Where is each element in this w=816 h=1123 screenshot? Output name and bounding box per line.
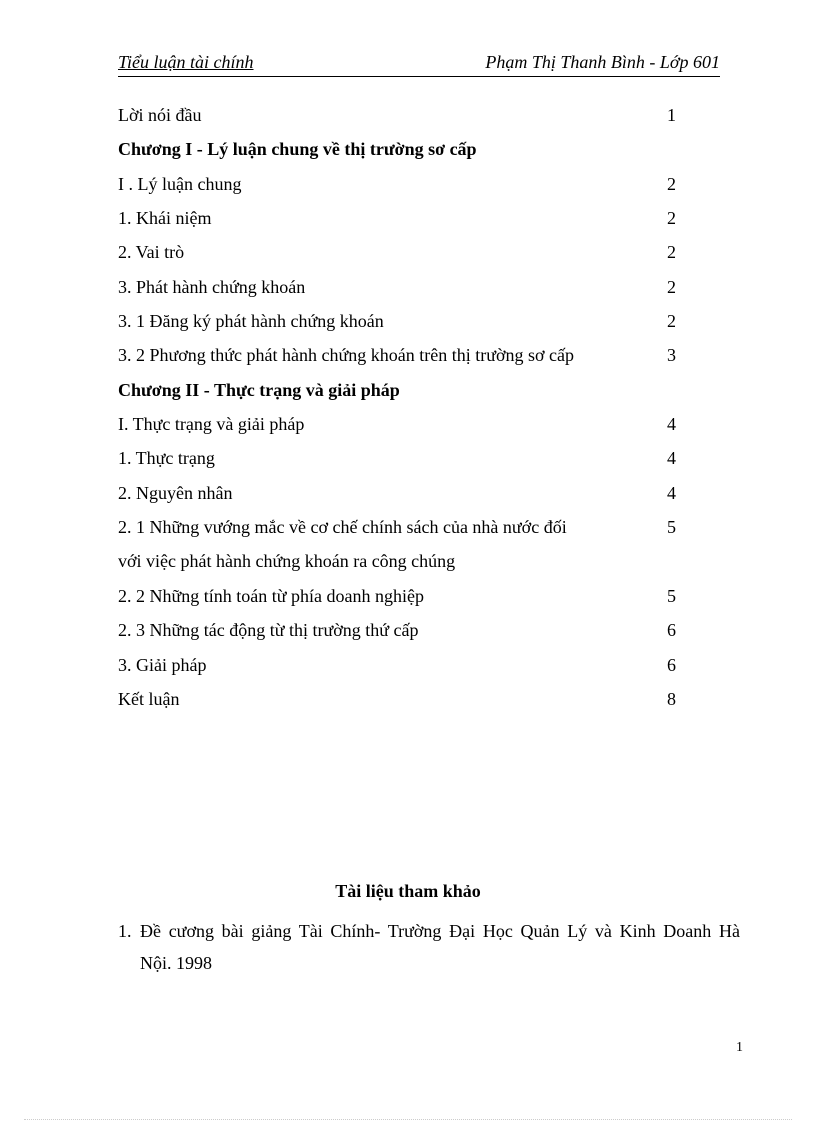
toc-entry-label: 2. 2 Những tính toán từ phía doanh nghiệp [118,585,424,606]
toc-entry-page: 8 [667,688,676,709]
toc-entry [118,412,680,446]
toc-entry [118,275,680,309]
toc-entry-page: 4 [667,414,676,435]
toc-entry [118,343,680,377]
toc-entry-page: 2 [667,173,676,194]
toc-entry-label: 1. Thực trạng [118,448,215,469]
toc-entry-page: 6 [667,654,676,675]
toc-entry-label: Kết luận [118,688,180,709]
toc-entry [118,103,680,137]
toc-entry-label: Lời nói đầu [118,105,202,125]
references-list [118,915,740,979]
toc-entry-continuation [118,549,680,583]
toc-entry [118,172,680,206]
page-number: 1 [736,1040,743,1055]
header-author: Phạm Thị Thanh Bình - Lớp 601 [485,52,720,72]
toc-entry [118,687,680,721]
toc-entry-label: 2. Vai trò [118,242,185,263]
toc-entry-label: 3. Phát hành chứng khoán [118,276,306,297]
toc-entry-label: 2. Nguyên nhân [118,482,233,503]
toc-entry-label: Chương I - Lý luận chung về thị trường sơ cấp [118,139,477,160]
toc-entry-label: với việc phát hành chứng khoán ra công chúng [118,551,456,572]
toc-entry-page: 5 [667,585,676,606]
toc-entry [118,618,680,652]
toc-entry-page: 4 [667,482,676,503]
toc-entry-label: 3. Giải pháp [118,654,207,675]
toc-entry-page: 2 [667,311,676,332]
toc-entry-page: 2 [667,276,676,297]
reference-number: 1. [118,921,132,941]
toc-entry [118,653,680,687]
toc-entry-page: 4 [667,448,676,469]
toc-chapter-heading [118,378,680,412]
toc-entry [118,206,680,240]
toc-entry-page: 2 [667,242,676,263]
references-title: Tài liệu tham khảo [335,881,481,901]
toc-entry [118,309,680,343]
toc-entry-label: 3. 1 Đăng ký phát hành chứng khoán [118,311,384,332]
toc-entry-label: I. Thực trạng và giải pháp [118,414,305,435]
toc-entry-page: 3 [667,345,676,366]
toc-entry-label: 1. Khái niệm [118,208,212,229]
table-of-contents [118,103,680,721]
toc-entry-page: 5 [667,517,676,538]
reference-text-line2: Nội. 1998 [140,953,212,973]
toc-entry [118,584,680,618]
toc-entry-page: 6 [667,620,676,641]
toc-entry-label: 2. 3 Những tác động từ thị trường thứ cấp [118,620,419,641]
page-header [118,52,720,77]
toc-entry-page: 1 [667,105,676,125]
header-title: Tiểu luận tài chính [118,52,254,72]
toc-entry [118,446,680,480]
reference-text-line1: Đề cương bài giảng Tài Chính- Trường Đại Học Quản Lý và Kinh Doanh Hà [140,921,740,941]
page-bottom-divider [24,1119,792,1120]
toc-chapter-heading [118,137,680,171]
toc-entry-page: 2 [667,208,676,229]
toc-entry-label: I . Lý luận chung [118,173,242,194]
toc-entry [118,240,680,274]
toc-entry-label: 3. 2 Phương thức phát hành chứng khoán trên thị trường sơ cấp [118,345,575,366]
toc-entry-label: Chương II - Thực trạng và giải pháp [118,379,400,400]
toc-entry [118,515,680,549]
toc-entry-label: 2. 1 Những vướng mắc về cơ chế chính sách của nhà nước đối [118,517,567,538]
reference-item [118,915,740,979]
toc-entry [118,481,680,515]
